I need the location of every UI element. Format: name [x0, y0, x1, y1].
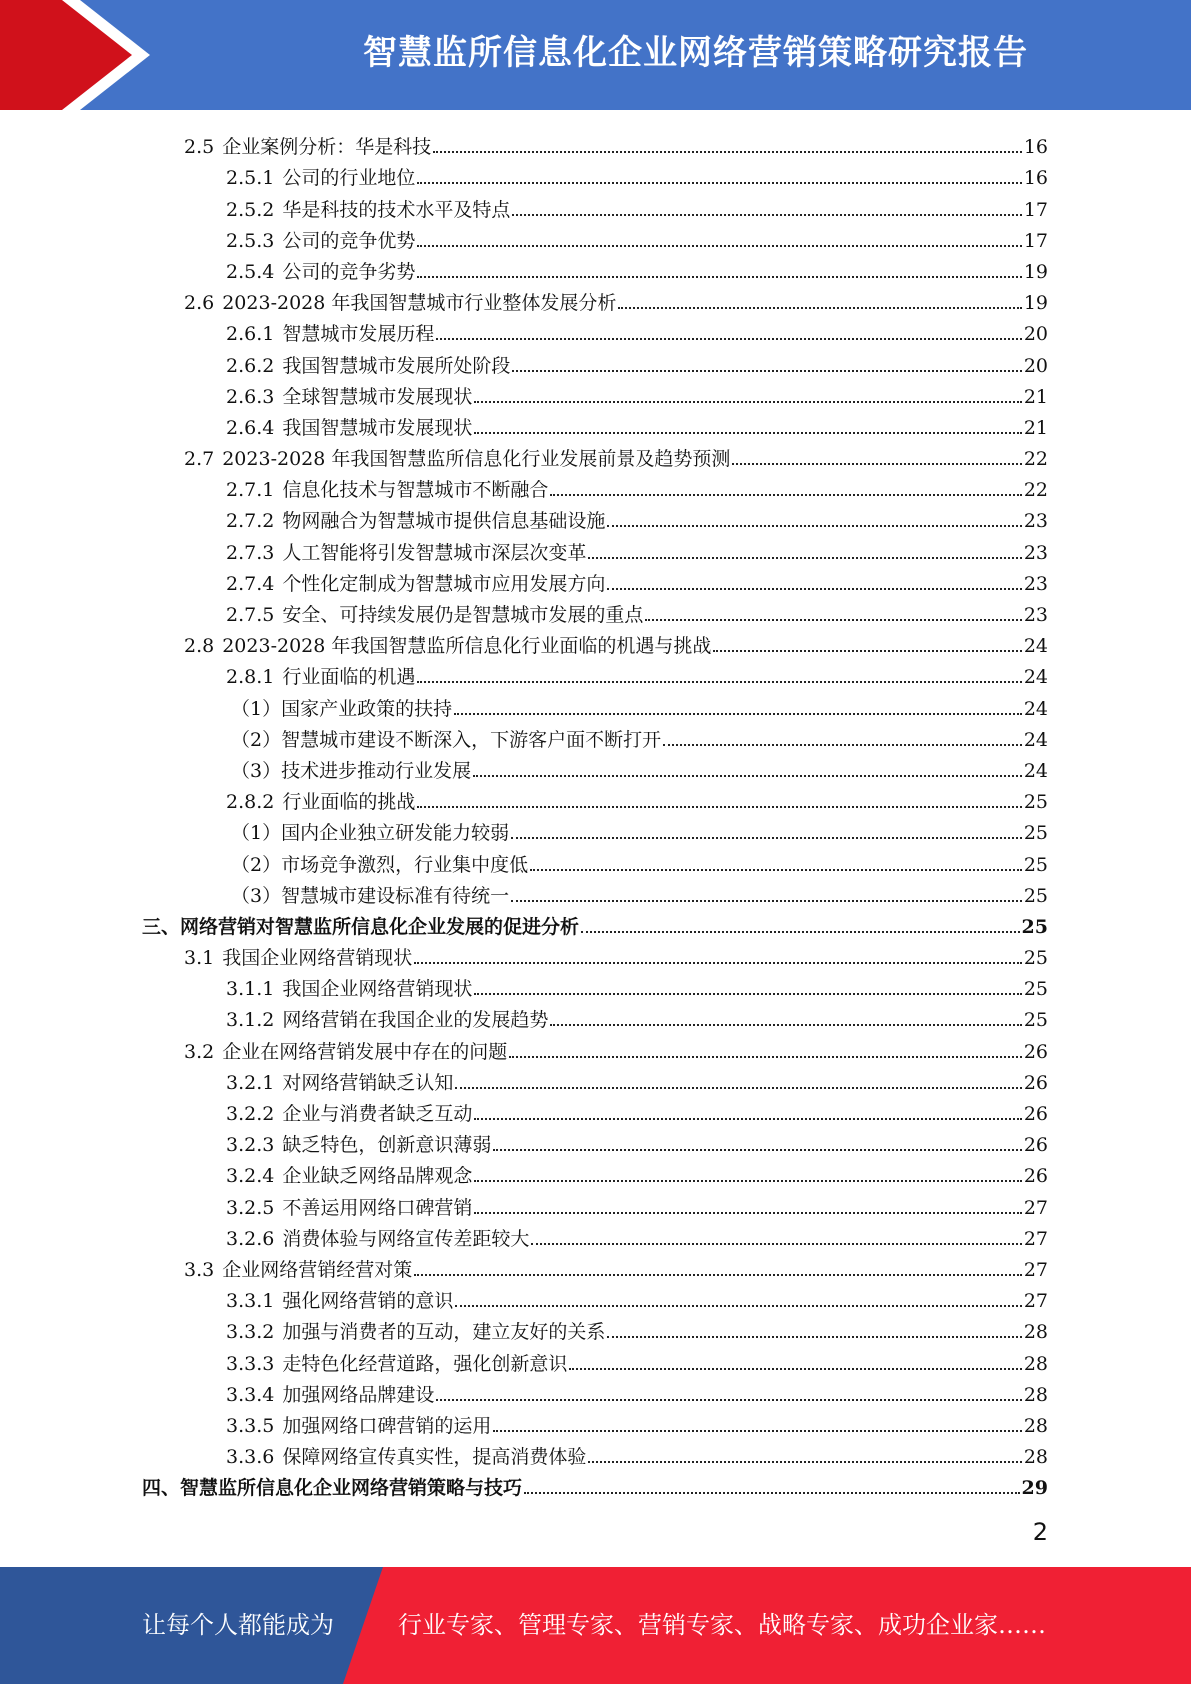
toc-entry[interactable]	[142, 751, 1048, 782]
toc-dot-leader	[588, 1461, 1021, 1463]
toc-dot-leader	[511, 900, 1022, 902]
toc-entry[interactable]	[142, 1000, 1048, 1031]
toc-entry-number: 3.2.6	[226, 1227, 275, 1250]
toc-entry[interactable]	[142, 564, 1048, 595]
toc-dot-leader	[414, 1274, 1022, 1276]
toc-entry-page: 26	[1023, 1103, 1048, 1125]
toc-entry[interactable]	[142, 876, 1048, 907]
toc-entry-title: 2023-2028 年我国智慧监所信息化行业面临的机遇与挑战	[222, 635, 712, 658]
toc-entry-title: 企业缺乏网络品牌观念	[282, 1165, 473, 1188]
toc-entry[interactable]	[142, 189, 1048, 220]
toc-entry-number: 2.7.4	[226, 572, 275, 595]
toc-entry-page: 29	[1021, 1477, 1048, 1500]
toc-entry-number: 2.8.2	[226, 791, 275, 814]
toc-entry-page: 24	[1023, 666, 1048, 689]
toc-entry[interactable]	[142, 127, 1048, 158]
toc-entry-number: （3）	[231, 884, 282, 907]
page-header	[0, 0, 1191, 110]
toc-entry-title: 公司的竞争优势	[282, 229, 416, 252]
toc-entry-title: 缺乏特色，创新意识薄弱	[282, 1134, 492, 1157]
toc-entry[interactable]	[142, 844, 1048, 875]
toc-entry-page: 25	[1023, 978, 1048, 1001]
toc-entry[interactable]	[142, 626, 1048, 657]
toc-entry-title: 加强与消费者的互动，建立友好的关系	[282, 1321, 606, 1344]
toc-entry-page: 21	[1023, 385, 1048, 408]
toc-entry[interactable]	[142, 1125, 1048, 1156]
toc-entry-number: 3.2	[184, 1040, 215, 1063]
toc-entry[interactable]	[142, 283, 1048, 314]
toc-entry-page: 26	[1023, 1134, 1048, 1157]
toc-entry-title: 加强网络口碑营销的运用	[282, 1414, 492, 1437]
toc-entry-title: 我国企业网络营销现状	[282, 978, 473, 1001]
toc-entry-page: 27	[1023, 1196, 1048, 1219]
toc-entry-page: 25	[1021, 915, 1048, 938]
toc-entry-title: 网络营销在我国企业的发展趋势	[282, 1009, 549, 1032]
toc-entry-number: 三、	[142, 915, 181, 938]
toc-dot-leader	[436, 338, 1021, 340]
toc-entry-title: 企业在网络营销发展中存在的问题	[222, 1040, 508, 1063]
toc-entry-title: 行业面临的机遇	[282, 666, 416, 689]
toc-dot-leader	[455, 1305, 1021, 1307]
toc-entry[interactable]	[142, 252, 1048, 283]
toc-entry-page: 25	[1023, 1009, 1048, 1032]
toc-entry-title: 2023-2028 年我国智慧城市行业整体发展分析	[222, 292, 617, 315]
toc-dot-leader	[417, 276, 1021, 278]
toc-entry-number: （3）	[231, 759, 282, 782]
toc-dot-leader	[417, 245, 1021, 247]
toc-entry-page: 25	[1023, 791, 1048, 814]
toc-entry[interactable]	[142, 377, 1048, 408]
toc-entry-number: 四、	[142, 1477, 181, 1500]
toc-entry-number: 2.7	[184, 448, 215, 471]
toc-entry[interactable]	[142, 470, 1048, 501]
toc-entry[interactable]	[142, 1312, 1048, 1343]
toc-entry-number: 3.3	[184, 1258, 215, 1281]
toc-entry-page: 28	[1023, 1321, 1048, 1344]
toc-entry-title: 技术进步推动行业发展	[281, 759, 472, 782]
toc-entry-number: （1）	[231, 822, 282, 845]
toc-dot-leader	[474, 993, 1021, 995]
toc-entry[interactable]	[142, 813, 1048, 844]
toc-entry-page: 27	[1023, 1258, 1048, 1281]
toc-dot-leader	[618, 307, 1021, 309]
toc-dot-leader	[607, 525, 1021, 527]
toc-entry-page: 24	[1023, 759, 1048, 782]
toc-entry-number: 2.6.4	[226, 416, 275, 439]
toc-entry[interactable]	[142, 1219, 1048, 1250]
toc-dot-leader	[607, 1336, 1021, 1338]
toc-entry[interactable]	[142, 439, 1048, 470]
toc-entry-title: 加强网络品牌建设	[282, 1383, 435, 1406]
toc-entry[interactable]	[142, 532, 1048, 563]
toc-entry-number: 3.3.6	[226, 1446, 275, 1469]
toc-entry-title: 消费体验与网络宣传差距较大	[282, 1227, 530, 1250]
toc-entry-number: 3.3.5	[226, 1414, 275, 1437]
toc-dot-leader	[473, 775, 1022, 777]
toc-entry-number: 2.8	[184, 635, 215, 658]
toc-entry-number: （1）	[231, 697, 282, 720]
toc-entry-title: 市场竞争激烈，行业集中度低	[281, 853, 529, 876]
toc-entry-page: 25	[1023, 947, 1048, 970]
toc-entry-number: 2.6.2	[226, 354, 275, 377]
toc-entry-page: 23	[1023, 510, 1048, 533]
toc-dot-leader	[588, 557, 1021, 559]
toc-entry-page: 28	[1023, 1414, 1048, 1437]
toc-entry[interactable]	[142, 1094, 1048, 1125]
toc-dot-leader	[474, 401, 1021, 403]
toc-entry-title: 企业案例分析：华是科技	[222, 136, 432, 159]
toc-entry[interactable]	[142, 1031, 1048, 1062]
footer-slogan: 让每个人都能成为	[142, 1611, 334, 1639]
toc-dot-leader	[455, 1087, 1021, 1089]
toc-dot-leader	[531, 1243, 1021, 1245]
toc-entry-page: 20	[1023, 323, 1048, 346]
toc-entry-title: 信息化技术与智慧城市不断融合	[282, 479, 549, 502]
toc-dot-leader	[493, 1430, 1021, 1432]
toc-entry-number: 3.1	[184, 947, 215, 970]
toc-entry-page: 21	[1023, 416, 1048, 439]
toc-dot-leader	[493, 1149, 1021, 1151]
toc-entry-page: 17	[1023, 229, 1048, 252]
toc-entry[interactable]	[142, 221, 1048, 252]
toc-entry-page: 16	[1023, 136, 1048, 159]
toc-entry-number: 2.7.5	[226, 604, 275, 626]
toc-dot-leader	[550, 494, 1021, 496]
toc-dot-leader	[417, 182, 1021, 184]
toc-entry-page: 19	[1023, 260, 1048, 283]
toc-entry[interactable]	[142, 1468, 1048, 1499]
toc-entry-page: 26	[1023, 1071, 1048, 1094]
toc-entry-number: 3.2.4	[226, 1165, 275, 1188]
toc-entry-title: 我国智慧城市发展现状	[282, 416, 473, 439]
toc-entry[interactable]	[142, 1406, 1048, 1437]
toc-entry-number: 2.7.1	[226, 479, 275, 502]
toc-entry-title: 保障网络宣传真实性，提高消费体验	[282, 1446, 587, 1469]
toc-entry[interactable]	[142, 720, 1048, 751]
toc-entry-title: 智慧监所信息化企业网络营销策略与技巧	[180, 1477, 523, 1500]
toc-entry[interactable]	[142, 657, 1048, 688]
toc-entry[interactable]	[142, 1250, 1048, 1281]
toc-entry[interactable]	[142, 1375, 1048, 1406]
toc-entry-number: 2.5.4	[226, 260, 275, 283]
toc-entry-number: 2.5.1	[226, 167, 275, 190]
toc-entry-page: 28	[1023, 1383, 1048, 1406]
toc-dot-leader	[454, 713, 1022, 715]
toc-entry-number: 3.2.3	[226, 1134, 275, 1157]
toc-entry-title: 物网融合为智慧城市提供信息基础设施	[282, 510, 606, 533]
toc-entry-title: 网络营销对智慧监所信息化企业发展的促进分析	[180, 915, 580, 938]
toc-entry-page: 25	[1023, 884, 1048, 907]
table-of-contents	[142, 127, 1048, 1499]
toc-dot-leader	[732, 463, 1021, 465]
footer-roles: 行业专家、管理专家、营销专家、战略专家、成功企业家……	[398, 1611, 1046, 1639]
toc-entry-title: 行业面临的挑战	[282, 791, 416, 814]
toc-entry-number: 2.7.2	[226, 510, 275, 533]
toc-dot-leader	[474, 1212, 1021, 1214]
toc-dot-leader	[414, 962, 1022, 964]
toc-entry-title: 智慧城市建设标准有待统一	[281, 884, 510, 907]
toc-entry-title: 全球智慧城市发展现状	[282, 385, 473, 408]
toc-entry[interactable]	[142, 938, 1048, 969]
toc-entry-number: 2.7.3	[226, 541, 275, 564]
toc-entry-page: 23	[1023, 604, 1048, 626]
toc-dot-leader	[509, 1056, 1022, 1058]
toc-entry[interactable]	[142, 158, 1048, 189]
toc-entry-page: 22	[1023, 479, 1048, 502]
toc-entry-number: 3.3.1	[226, 1290, 275, 1313]
toc-entry-page: 24	[1023, 635, 1048, 658]
toc-entry-title: 2023-2028 年我国智慧监所信息化行业发展前景及趋势预测	[222, 448, 731, 471]
toc-entry-title: 强化网络营销的意识	[282, 1290, 454, 1313]
toc-entry-title: 公司的竞争劣势	[282, 260, 416, 283]
toc-entry-number: 2.6.1	[226, 323, 275, 346]
toc-entry-number: 2.5	[184, 136, 215, 159]
toc-entry[interactable]	[142, 501, 1048, 532]
toc-entry-page: 25	[1023, 853, 1048, 876]
toc-entry-title: 国家产业政策的扶持	[281, 697, 453, 720]
toc-entry[interactable]	[142, 595, 1048, 626]
toc-entry-page: 20	[1023, 354, 1048, 377]
toc-entry-title: 企业网络营销经营对策	[222, 1258, 413, 1281]
page-number: 2	[1032, 1518, 1048, 1546]
toc-entry-number: 2.8.1	[226, 666, 275, 689]
toc-dot-leader	[417, 681, 1021, 683]
toc-entry[interactable]	[142, 782, 1048, 813]
report-title: 智慧监所信息化企业网络营销策略研究报告	[363, 33, 1028, 73]
toc-entry-title: 企业与消费者缺乏互动	[282, 1103, 473, 1125]
toc-entry-title: 智慧城市建设不断深入，下游客户面不断打开	[281, 728, 662, 751]
toc-entry-page: 26	[1023, 1165, 1048, 1188]
toc-entry-number: 3.3.2	[226, 1321, 275, 1344]
toc-dot-leader	[524, 1492, 1020, 1494]
toc-entry[interactable]	[142, 1156, 1048, 1187]
toc-entry[interactable]	[142, 969, 1048, 1000]
toc-dot-leader	[550, 1024, 1021, 1026]
page-footer	[0, 1567, 1191, 1684]
toc-dot-leader	[474, 1180, 1021, 1182]
toc-entry-number: 3.3.3	[226, 1352, 275, 1375]
toc-dot-leader	[474, 1118, 1021, 1120]
toc-entry-page: 24	[1023, 728, 1048, 751]
toc-entry-page: 17	[1023, 198, 1048, 221]
toc-entry-page: 28	[1023, 1446, 1048, 1469]
toc-entry-number: 3.1.2	[226, 1009, 275, 1032]
toc-entry[interactable]	[142, 1063, 1048, 1094]
toc-dot-leader	[512, 370, 1021, 372]
toc-dot-leader	[512, 214, 1021, 216]
toc-entry-title: 个性化定制成为智慧城市应用发展方向	[282, 572, 606, 595]
toc-entry-number: 3.2.1	[226, 1071, 275, 1094]
toc-entry-title: 人工智能将引发智慧城市深层次变革	[282, 541, 587, 564]
toc-entry-number: 2.6	[184, 292, 215, 315]
toc-entry-page: 23	[1023, 541, 1048, 564]
toc-entry[interactable]	[142, 1437, 1048, 1468]
toc-entry-title: 华是科技的技术水平及特点	[282, 198, 511, 221]
toc-entry-number: 2.5.2	[226, 198, 275, 221]
toc-entry-title: 不善运用网络口碑营销	[282, 1196, 473, 1219]
toc-entry-number: 3.2.5	[226, 1196, 275, 1219]
toc-entry-page: 28	[1023, 1352, 1048, 1375]
toc-entry[interactable]	[142, 408, 1048, 439]
toc-entry-number: 3.3.4	[226, 1383, 275, 1406]
toc-entry-title: 公司的行业地位	[282, 167, 416, 190]
toc-entry-title: 安全、可持续发展仍是智慧城市发展的重点	[282, 604, 644, 626]
toc-dot-leader	[581, 931, 1020, 933]
toc-entry-number: （2）	[231, 728, 282, 751]
toc-dot-leader	[663, 744, 1022, 746]
toc-dot-leader	[474, 432, 1021, 434]
toc-entry-page: 16	[1023, 167, 1048, 190]
toc-entry[interactable]	[142, 1281, 1048, 1312]
toc-entry-page: 23	[1023, 572, 1048, 595]
toc-entry-title: 对网络营销缺乏认知	[282, 1071, 454, 1094]
toc-dot-leader	[645, 619, 1021, 621]
toc-entry-title: 我国智慧城市发展所处阶段	[282, 354, 511, 377]
toc-entry-page: 26	[1023, 1040, 1048, 1063]
toc-entry-page: 25	[1023, 822, 1048, 845]
toc-dot-leader	[417, 806, 1021, 808]
toc-dot-leader	[530, 869, 1022, 871]
toc-entry-number: 2.6.3	[226, 385, 275, 408]
toc-dot-leader	[433, 151, 1022, 153]
toc-entry-number: 3.1.1	[226, 978, 275, 1001]
toc-dot-leader	[713, 650, 1021, 652]
toc-dot-leader	[436, 1399, 1021, 1401]
toc-entry[interactable]	[142, 907, 1048, 938]
toc-entry[interactable]	[142, 1187, 1048, 1218]
header-arrow-icon	[0, 0, 200, 110]
toc-entry[interactable]	[142, 314, 1048, 345]
toc-entry-number: （2）	[231, 853, 282, 876]
toc-dot-leader	[511, 837, 1022, 839]
toc-entry[interactable]	[142, 688, 1048, 719]
toc-entry-title: 我国企业网络营销现状	[222, 947, 413, 970]
toc-entry[interactable]	[142, 345, 1048, 376]
toc-entry-page: 24	[1023, 697, 1048, 720]
toc-entry-page: 27	[1023, 1290, 1048, 1313]
toc-entry-page: 19	[1023, 292, 1048, 315]
toc-entry[interactable]	[142, 1343, 1048, 1374]
toc-entry-number: 2.5.3	[226, 229, 275, 252]
toc-entry-title: 智慧城市发展历程	[282, 323, 435, 346]
toc-entry-page: 22	[1023, 448, 1048, 471]
toc-entry-title: 国内企业独立研发能力较弱	[281, 822, 510, 845]
toc-entry-number: 3.2.2	[226, 1103, 275, 1125]
toc-dot-leader	[607, 588, 1021, 590]
toc-dot-leader	[569, 1368, 1021, 1370]
toc-entry-title: 走特色化经营道路，强化创新意识	[282, 1352, 568, 1375]
toc-entry-page: 27	[1023, 1227, 1048, 1250]
